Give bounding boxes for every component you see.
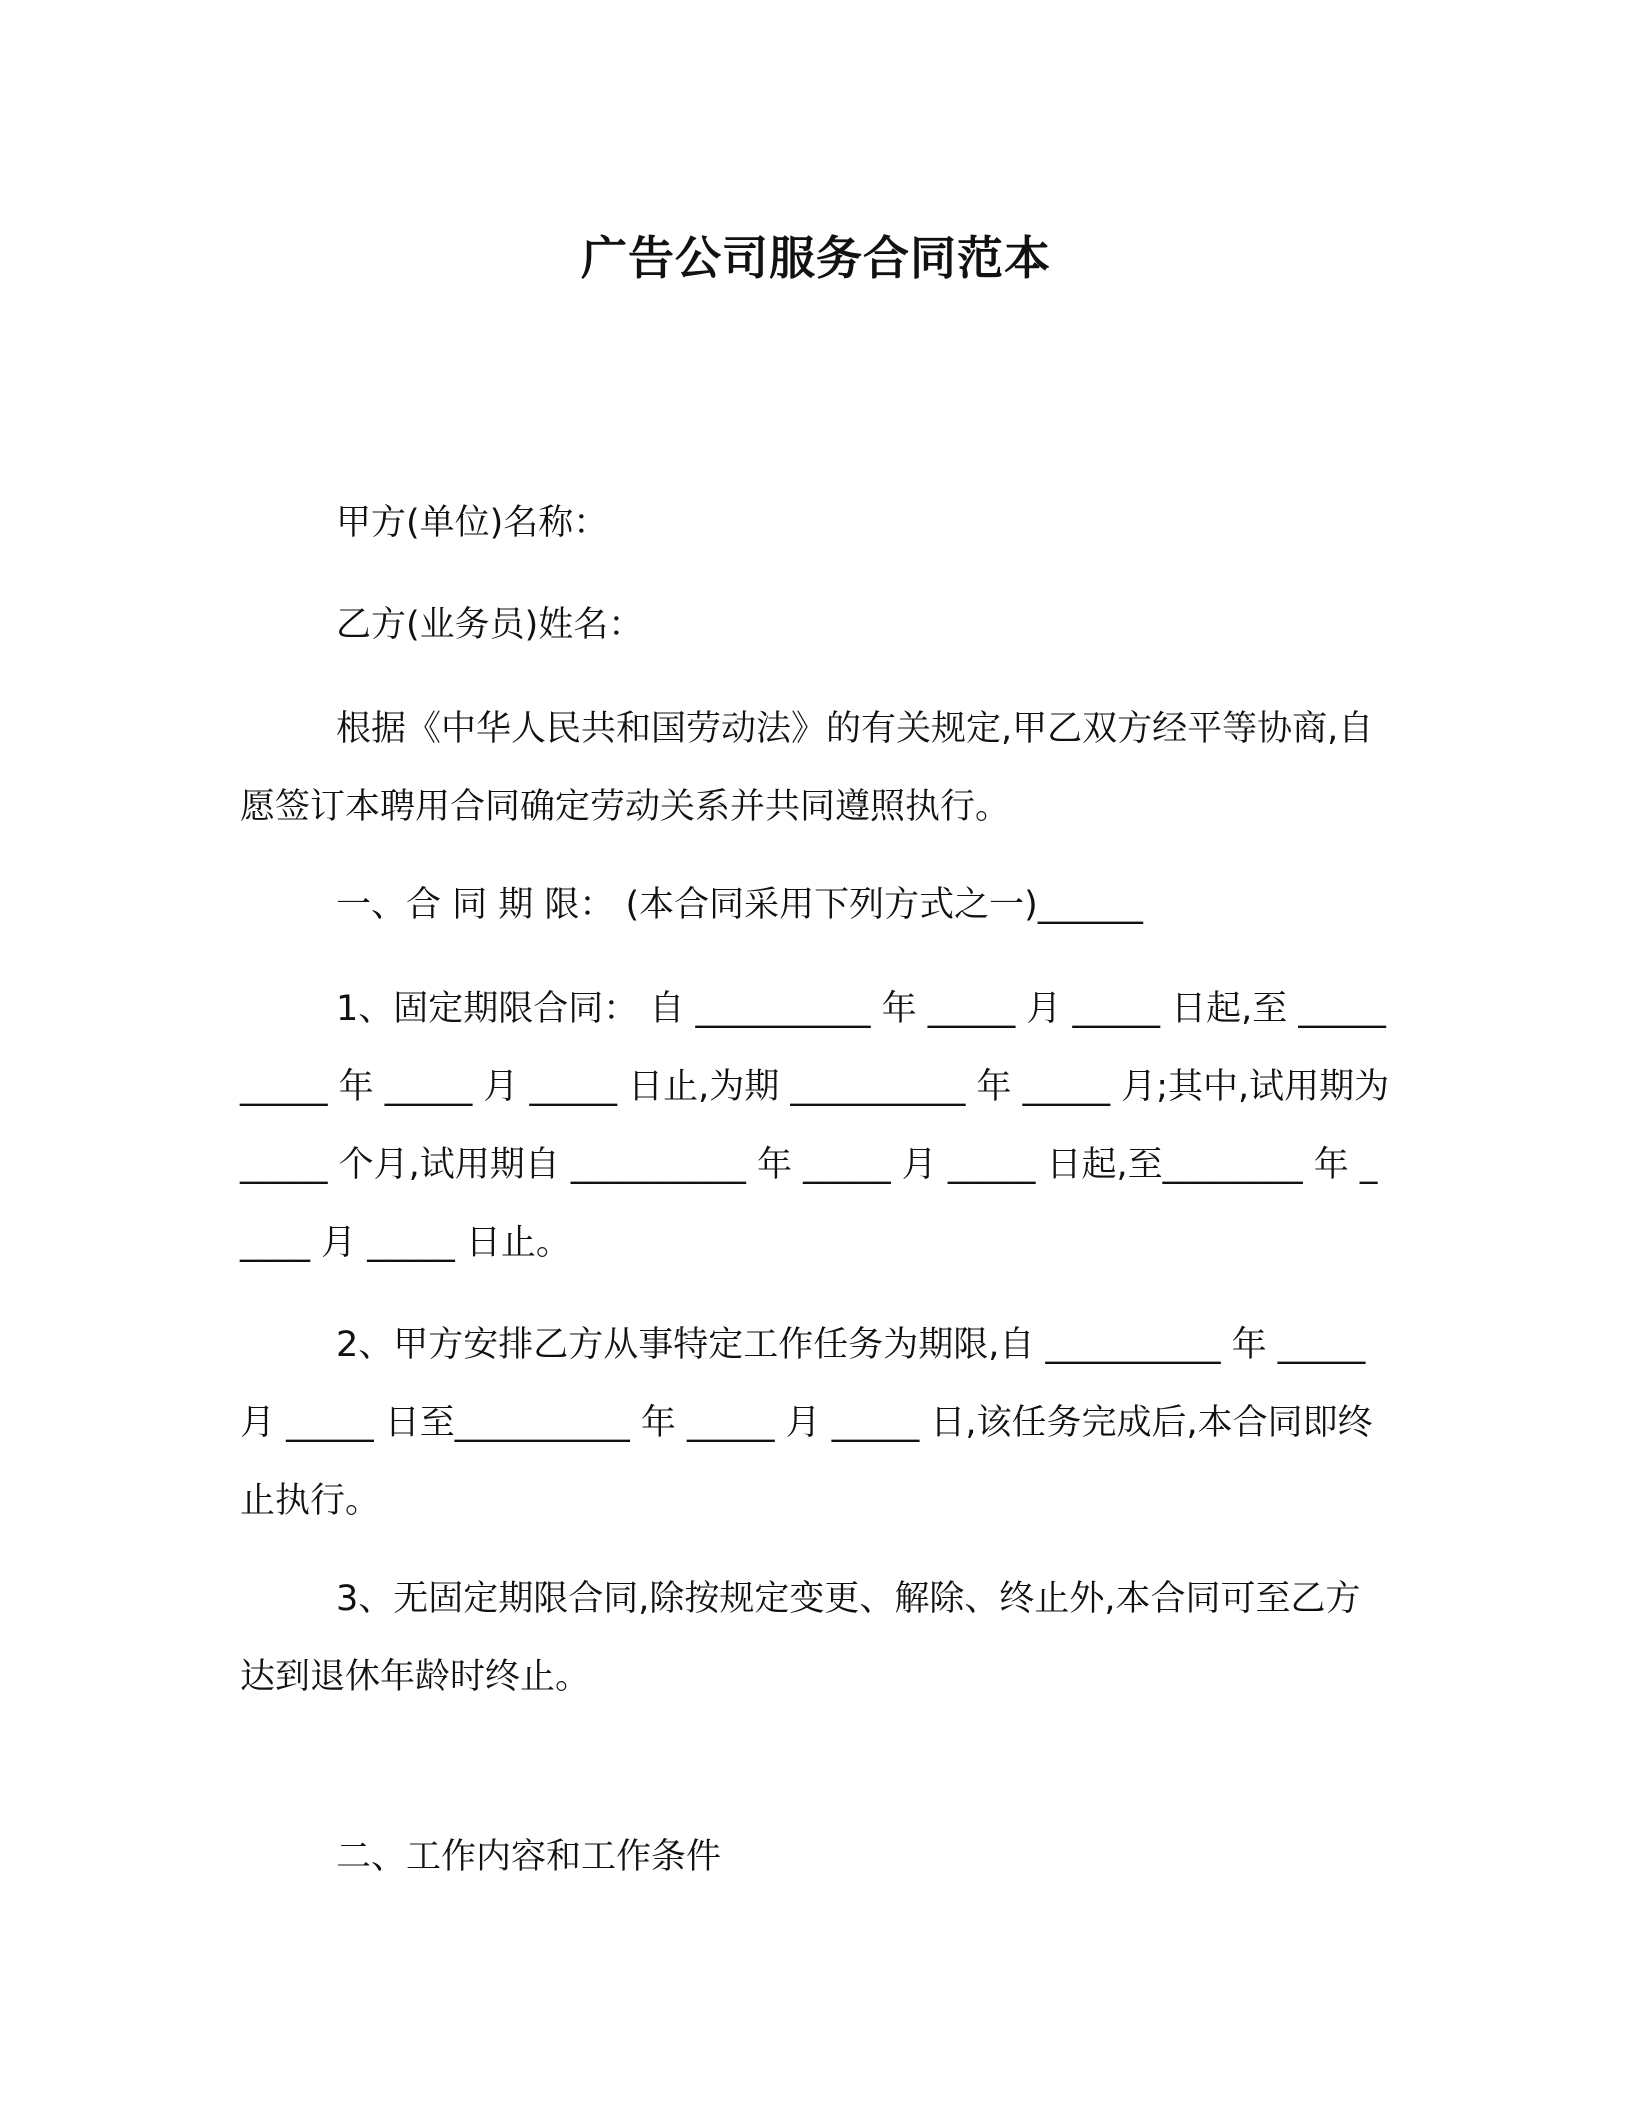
- party-b-line: 乙方(业务员)姓名：: [336, 605, 644, 645]
- document-title: 广告公司服务合同范本: [581, 231, 1051, 285]
- clause-1-fixed-term: 1、固定期限合同： 自 __________ 年 _____ 月 _____ 日起,至 __________ 年 _____ 月 _____ 日止,为期 __________ 年 _____ 月;其中,试用期为 _____ 个月,试用期自 __________ 年 _____ 月 _____ 日起,至________ 年 _____ 月 _____ 日止。: [240, 989, 1390, 1263]
- section-2-heading: 二、工作内容和工作条件: [336, 1837, 722, 1877]
- section-1-heading: 一、合 同 期 限： (本合同采用下列方式之一)______: [336, 885, 1143, 925]
- party-a-line: 甲方(单位)名称：: [336, 503, 609, 543]
- clause-3-open-term: 3、无固定期限合同,除按规定变更、解除、终止外,本合同可至乙方达到退休年龄时终止。: [240, 1579, 1361, 1697]
- clause-2-task-term: 2、甲方安排乙方从事特定工作任务为期限,自 __________ 年 _____ 月 _____ 日至__________ 年 _____ 月 _____ 日,该任务完成后,本合同即终止执行。: [240, 1325, 1373, 1521]
- preamble-paragraph: 根据《中华人民共和国劳动法》的有关规定,甲乙双方经平等协商,自愿签订本聘用合同确定劳动关系并共同遵照执行。: [240, 709, 1374, 827]
